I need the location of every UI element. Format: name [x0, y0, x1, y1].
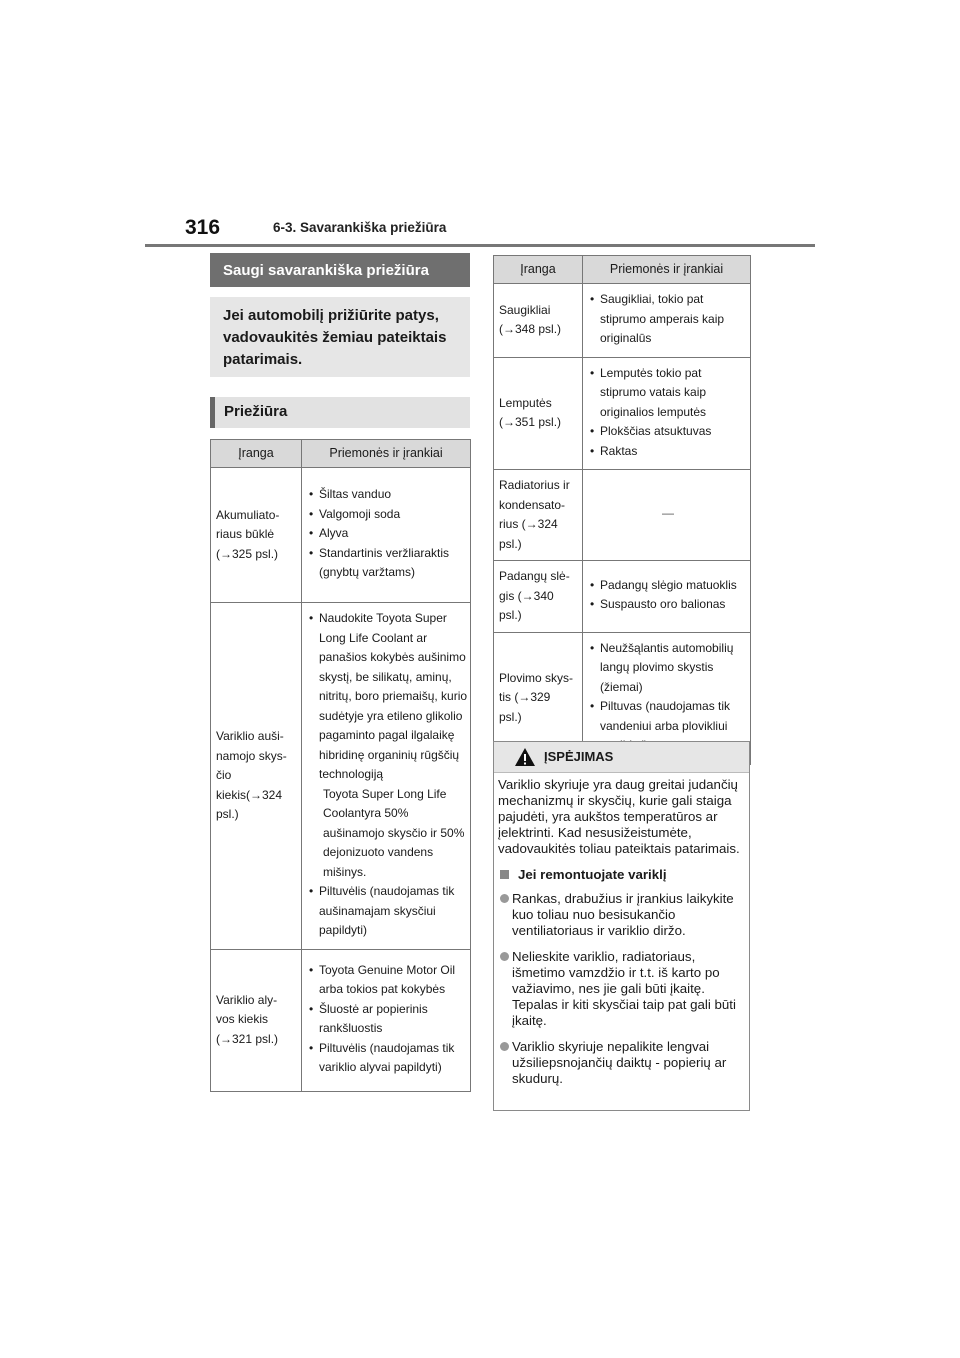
- equipment-line: Lemputės: [499, 395, 552, 410]
- tool-item: • Neužšąlantis automobilių langų plovimo skystis (žiemai): [588, 639, 748, 698]
- equipment-line: kiekis(→324: [216, 787, 283, 802]
- tools-cell: [583, 357, 751, 470]
- tool-item: • Alyva: [307, 524, 468, 544]
- equipment-line: Plovimo skys-: [499, 670, 574, 685]
- equipment-line: psl.): [499, 536, 522, 551]
- warning-item-text: Rankas, drabužius ir įrankius laikykite kuo toliau nuo besisukančio ventiliatoriaus ir variklio diržo.: [512, 891, 734, 938]
- table-row: [494, 470, 751, 561]
- warning-title: ĮSPĖJIMAS: [544, 749, 614, 764]
- equipment-cell: [494, 284, 583, 358]
- equipment-line: riaus būklė: [216, 527, 275, 542]
- equipment-line: psl.): [216, 807, 239, 821]
- tool-item: • Toyota Genuine Motor Oil arba tokios pat kokybės: [307, 961, 468, 1000]
- column-header-equipment: Įranga: [211, 440, 302, 468]
- table-row: [494, 357, 751, 470]
- maintenance-heading: Priežiūra: [210, 397, 470, 428]
- tools-cell: [302, 603, 471, 950]
- tool-item: • Padangų slėgio matuoklis: [588, 576, 748, 596]
- circle-bullet-icon: [500, 894, 509, 903]
- maintenance-table-left: [210, 439, 471, 1092]
- equipment-cell: [211, 468, 302, 603]
- header-rule: [145, 244, 815, 247]
- warning-subheading-text: Jei remontuojate variklį: [518, 867, 667, 882]
- equipment-line: Saugikliai: [499, 302, 551, 317]
- maintenance-table-right: [493, 255, 751, 765]
- coolant-note: Toyota Super Long Life Coolantyra 50% aušinamojo skysčio ir 50% dejonizuoto vandens mišinys.: [323, 786, 465, 879]
- equipment-line: tis (→329: [499, 690, 551, 705]
- warning-triangle-icon: [514, 747, 536, 767]
- equipment-line: kondensato-: [499, 497, 566, 512]
- tool-item: • Piltuvas (naudojamas tik vandeniui arba plovikliui: [588, 697, 748, 756]
- equipment-line: (→348 psl.): [499, 322, 562, 337]
- warning-subheading: [498, 867, 743, 883]
- intro-box: Jei automobilį prižiūrite patys, vadovaukitės žemiau pateiktais patarimais.: [210, 297, 470, 377]
- equipment-cell: [494, 357, 583, 470]
- equipment-cell: [494, 470, 583, 561]
- column-header-equipment: Įranga: [494, 256, 583, 284]
- equipment-line: Padangų slė-: [499, 569, 570, 583]
- tool-item: • Naudokite Toyota Super Long Life Coolant ar panašios kokybės aušinimo skystį, be silikatų, aminų, nitritų, boro priemaišų, kurio sudėtyje yra etileno glikolio pagaminto pagal ilgalaikę hibridinę organinių rūgščių technologiją: [307, 609, 468, 785]
- tool-item: • Šiltas vanduo: [307, 485, 468, 505]
- tool-item: • Plokščias atsuktuvas: [588, 422, 748, 442]
- section-title: 6-3. Savarankiška priežiūra: [273, 220, 447, 235]
- equipment-cell: [211, 603, 302, 950]
- table-row: [494, 561, 751, 633]
- tool-item: • Raktas: [588, 442, 748, 462]
- tools-cell: [302, 949, 471, 1091]
- table-row: [211, 949, 471, 1091]
- warning-body: [494, 773, 749, 1087]
- tool-item: • Standartinis veržliaraktis (gnybtų varžtams): [307, 544, 468, 583]
- equipment-cell: [211, 949, 302, 1091]
- tool-item: • Suspausto oro balionas: [588, 595, 748, 615]
- equipment-line: (→325 psl.): [216, 546, 279, 561]
- table-row: [211, 603, 471, 950]
- square-bullet-icon: [500, 870, 509, 879]
- page-number: 316: [185, 216, 221, 239]
- warning-item: [498, 891, 743, 939]
- table-row: [211, 468, 471, 603]
- equipment-line: (→351 psl.): [499, 415, 562, 430]
- warning-item-text: Variklio skyriuje nepalikite lengvai užsiliepsnojančių daiktų - popierių ar skudurų.: [512, 1039, 727, 1086]
- equipment-line: Variklio aly-: [216, 992, 278, 1007]
- tool-item: • Šluostė ar popierinis rankšluostis: [307, 1000, 468, 1039]
- warning-item: [498, 1039, 743, 1087]
- warning-item: [498, 949, 743, 1029]
- equipment-line: (→321 psl.): [216, 1031, 279, 1046]
- circle-bullet-icon: [500, 952, 509, 961]
- tools-cell: [583, 284, 751, 358]
- equipment-line: Variklio auši-: [216, 729, 284, 743]
- equipment-line: rius (→324: [499, 517, 558, 531]
- section-banner: Saugi savarankiška priežiūra: [210, 253, 470, 287]
- tools-cell: [302, 468, 471, 603]
- warning-item-text: Nelieskite variklio, radiatoriaus, išmetimo vamzdžio ir t.t. iš karto po važiavimo, nes jie gali būti įkaitę. Tepalas ir kiti skysčiai taip pat gali būti įkaitę.: [512, 949, 736, 1028]
- equipment-line: vos kiekis: [216, 1012, 269, 1027]
- warning-header: [494, 742, 749, 773]
- tools-cell-empty: —: [583, 470, 751, 561]
- equipment-line: gis (→340: [499, 588, 554, 603]
- table-row: [494, 284, 751, 358]
- equipment-line: psl.): [499, 709, 522, 724]
- circle-bullet-icon: [500, 1042, 509, 1051]
- equipment-line: čio: [216, 768, 232, 782]
- tool-item: • Lemputės tokio pat stiprumo vatais kaip originalios lemputės: [588, 364, 748, 423]
- tool-item: • Valgomoji soda: [307, 505, 468, 525]
- equipment-cell: [494, 561, 583, 633]
- warning-intro: Variklio skyriuje yra daug greitai judančių mechanizmų ir skysčių, kurie gali staiga pajudėti, yra aukštos temperatūros ar įelektrinti. Kad nesusižeistumėte, vadovaukitės toliau pateiktais patarimais.: [498, 777, 740, 856]
- equipment-line: Radiatorius ir: [499, 478, 570, 492]
- equipment-line: psl.): [499, 608, 522, 622]
- equipment-line: Akumuliato-: [216, 507, 280, 522]
- tool-item: • Piltuvėlis (naudojamas tik variklio alyvai papildyti): [307, 1039, 468, 1078]
- column-header-tools: Priemonės ir įrankiai: [583, 256, 751, 284]
- column-header-tools: Priemonės ir įrankiai: [302, 440, 471, 468]
- tools-cell: [583, 561, 751, 633]
- equipment-line: namojo skys-: [216, 748, 287, 763]
- tool-item: • Piltuvėlis (naudojamas tik aušinamajam skysčiui papildyti): [307, 882, 468, 941]
- tool-item: • Saugikliai, tokio pat stiprumo amperais kaip originalūs: [588, 290, 748, 349]
- warning-box: [493, 741, 750, 1111]
